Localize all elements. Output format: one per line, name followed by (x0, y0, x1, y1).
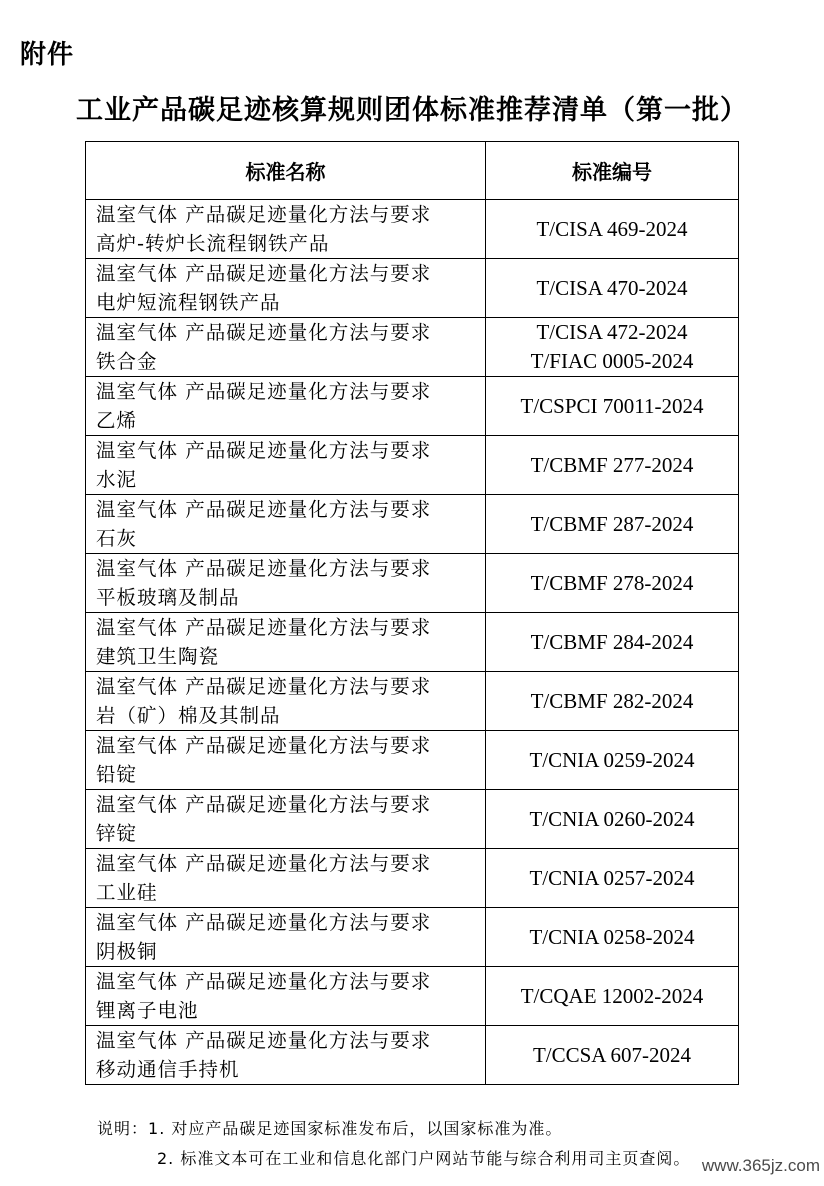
table-row (86, 554, 739, 613)
standard-code-cell (486, 613, 739, 672)
standard-code: T/CISA 472-2024 (536, 320, 688, 344)
standard-code-cell (486, 967, 739, 1026)
header-name: 标准名称 (86, 142, 486, 200)
standard-name-cell (86, 908, 486, 967)
table-header-row (86, 142, 739, 200)
standard-name-cell (86, 554, 486, 613)
table-row (86, 790, 739, 849)
standard-code: T/CNIA 0257-2024 (529, 865, 695, 890)
table-row (86, 613, 739, 672)
standard-name-line1: 温室气体 产品碳足迹量化方法与要求 (96, 557, 432, 580)
standard-name-line1: 温室气体 产品碳足迹量化方法与要求 (96, 321, 432, 344)
table-row (86, 849, 739, 908)
standard-name-line2: 平板玻璃及制品 (96, 586, 240, 609)
standard-code: T/CQAE 12002-2024 (520, 983, 704, 1008)
note-2 (97, 1144, 690, 1174)
standard-name-line2: 高炉-转炉长流程钢铁产品 (96, 232, 330, 255)
standard-name-line2: 岩（矿）棉及其制品 (96, 704, 281, 727)
standard-name-cell (86, 318, 486, 377)
standard-code-cell (486, 849, 739, 908)
standard-code-cell (486, 672, 739, 731)
table-row (86, 731, 739, 790)
table-row (86, 200, 739, 259)
table-row (86, 259, 739, 318)
standard-code: T/CCSA 607-2024 (532, 1042, 692, 1067)
note-item-1: 1. 对应产品碳足迹国家标准发布后，以国家标准为准。 (148, 1119, 563, 1138)
standard-code-cell (486, 200, 739, 259)
standard-code-cell (486, 908, 739, 967)
standard-code-cell (486, 1026, 739, 1085)
standard-code-cell (486, 377, 739, 436)
standard-name-line2: 移动通信手持机 (96, 1058, 240, 1081)
standard-name-cell (86, 731, 486, 790)
standard-name-line1: 温室气体 产品碳足迹量化方法与要求 (96, 262, 432, 285)
header-code: 标准编号 (486, 142, 739, 200)
document-title: 工业产品碳足迹核算规则团体标准推荐清单（第一批） (76, 95, 748, 126)
standard-name-line1: 温室气体 产品碳足迹量化方法与要求 (96, 498, 432, 521)
standard-code-cell (486, 790, 739, 849)
standard-name-cell (86, 436, 486, 495)
standard-name-cell (86, 377, 486, 436)
standard-code-cell (486, 318, 739, 377)
standard-name-cell (86, 259, 486, 318)
standard-name-line1: 温室气体 产品碳足迹量化方法与要求 (96, 1029, 432, 1052)
standard-name-line1: 温室气体 产品碳足迹量化方法与要求 (96, 675, 432, 698)
standard-name-line2: 锂离子电池 (96, 999, 199, 1022)
table-row (86, 318, 739, 377)
table-row (86, 672, 739, 731)
standard-code: T/CBMF 287-2024 (530, 511, 694, 536)
standard-name-line2: 电炉短流程钢铁产品 (96, 291, 281, 314)
standard-code: T/CISA 469-2024 (536, 216, 688, 241)
standard-code: T/CBMF 282-2024 (530, 688, 694, 713)
standard-name-line1: 温室气体 产品碳足迹量化方法与要求 (96, 970, 432, 993)
standard-name-cell (86, 672, 486, 731)
standards-table (85, 141, 739, 1085)
standard-code: T/CNIA 0259-2024 (529, 747, 695, 772)
standard-name-cell (86, 200, 486, 259)
standard-name-line1: 温室气体 产品碳足迹量化方法与要求 (96, 911, 432, 934)
standard-name-cell (86, 1026, 486, 1085)
standard-name-line2: 阴极铜 (96, 940, 158, 963)
standard-name-cell (86, 790, 486, 849)
standard-code: T/CNIA 0258-2024 (529, 924, 695, 949)
table-row (86, 377, 739, 436)
standard-code: T/CSPCI 70011-2024 (520, 393, 704, 418)
standard-name-line2: 锌锭 (96, 822, 138, 845)
watermark: www.365jz.com (701, 1156, 820, 1175)
standard-name-line1: 温室气体 产品碳足迹量化方法与要求 (96, 439, 432, 462)
standard-code: T/CBMF 284-2024 (530, 629, 694, 654)
standard-name-line2: 水泥 (96, 468, 138, 491)
standard-name-cell (86, 495, 486, 554)
standard-name-line1: 温室气体 产品碳足迹量化方法与要求 (96, 852, 432, 875)
standard-name-line2: 石灰 (96, 527, 138, 550)
standard-code-cell (486, 436, 739, 495)
note-item-2: 2. 标准文本可在工业和信息化部门户网站节能与综合利用司主页查阅。 (157, 1149, 691, 1168)
standard-name-cell (86, 613, 486, 672)
notes-prefix: 说明： (97, 1119, 149, 1138)
standard-code-cell (486, 259, 739, 318)
standard-name-line2: 铅锭 (96, 763, 138, 786)
standard-code: T/CISA 470-2024 (536, 275, 688, 300)
standard-code-cell (486, 495, 739, 554)
note-1 (97, 1114, 690, 1144)
annex-label: 附件 (20, 40, 75, 70)
standard-name-line1: 温室气体 产品碳足迹量化方法与要求 (96, 616, 432, 639)
standard-name-line2: 建筑卫生陶瓷 (96, 645, 220, 668)
standard-name-line1: 温室气体 产品碳足迹量化方法与要求 (96, 734, 432, 757)
table-row (86, 495, 739, 554)
notes (97, 1114, 690, 1174)
standard-code: T/CBMF 278-2024 (530, 570, 694, 595)
standard-name-line2: 工业硅 (96, 881, 158, 904)
table-row (86, 908, 739, 967)
standard-code: T/FIAC 0005-2024 (530, 349, 694, 373)
standard-name-line1: 温室气体 产品碳足迹量化方法与要求 (96, 380, 432, 403)
standard-name-line2: 乙烯 (96, 409, 138, 432)
standard-code-cell (486, 731, 739, 790)
standard-code: T/CBMF 277-2024 (530, 452, 694, 477)
table-row (86, 967, 739, 1026)
standard-name-line1: 温室气体 产品碳足迹量化方法与要求 (96, 203, 432, 226)
standard-name-cell (86, 849, 486, 908)
standard-name-line2: 铁合金 (96, 350, 158, 373)
standard-name-cell (86, 967, 486, 1026)
standard-code: T/CNIA 0260-2024 (529, 806, 695, 831)
table-row (86, 436, 739, 495)
standard-name-line1: 温室气体 产品碳足迹量化方法与要求 (96, 793, 432, 816)
standard-code-cell (486, 554, 739, 613)
table-row (86, 1026, 739, 1085)
